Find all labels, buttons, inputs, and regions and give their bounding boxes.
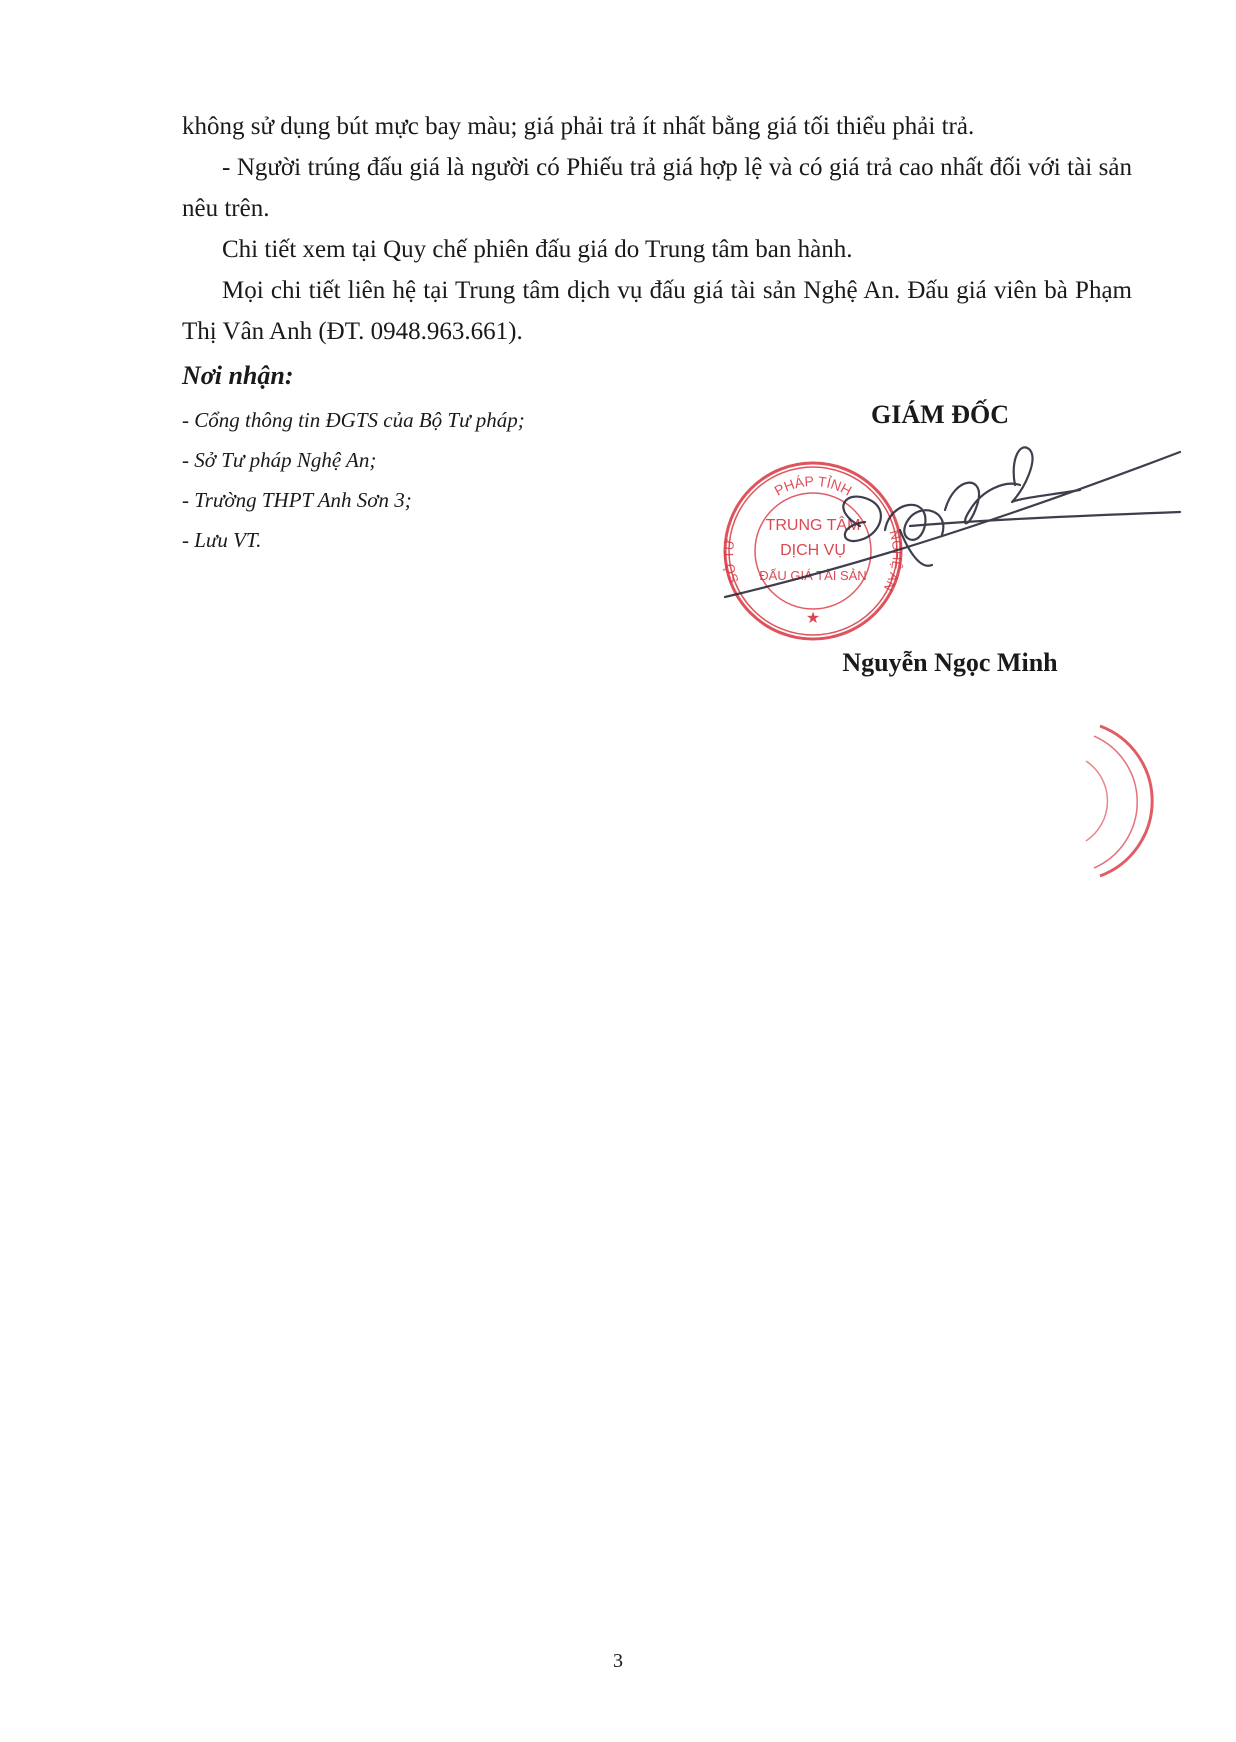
paragraph-2: [182, 147, 1132, 229]
signer-name: Nguyễn Ngọc Minh: [842, 648, 1058, 677]
director-title: GIÁM ĐỐC: [871, 400, 1009, 429]
recipient-item: - Trường THPT Anh Sơn 3;: [182, 488, 412, 512]
seal-line-1: TRUNG TÂM: [765, 517, 861, 534]
seal-line-2: DỊCH VỤ: [780, 542, 846, 559]
recipients-title: Nơi nhận:: [182, 361, 294, 390]
paragraph-3-text: Chi tiết xem tại Quy chế phiên đấu giá do Trung tâm ban hành.: [222, 236, 853, 263]
body-text: [182, 106, 1132, 352]
paragraph-2-text: - Người trúng đấu giá là người có Phiếu trả giá hợp lệ và có giá trả cao nhất đối với tài sản nêu trên.: [182, 154, 1132, 222]
seal-right-text: NGHỆ AN: [880, 528, 905, 594]
seal-top-text: PHÁP TỈNH: [771, 472, 855, 499]
handwritten-signature-icon: [720, 440, 1190, 610]
seal-left-text: SỞ TƯ: [721, 537, 742, 586]
paragraph-1-text: không sử dụng bút mực bay màu; giá phải trả ít nhất bằng giá tối thiểu phải trả.: [182, 113, 975, 140]
seal-line-3: ĐẤU GIÁ TÀI SẢN: [759, 568, 867, 583]
recipient-item: - Sở Tư pháp Nghệ An;: [182, 448, 377, 472]
paragraph-4-text: Mọi chi tiết liên hệ tại Trung tâm dịch vụ đấu giá tài sản Nghệ An. Đấu giá viên bà Phạm Thị Vân Anh (ĐT. 0948.963.661).: [182, 277, 1132, 345]
seal-star-icon: ★: [805, 608, 821, 627]
paragraph-4: [182, 270, 1132, 352]
paragraph-3: [182, 229, 1132, 270]
partial-seal-icon: [1080, 716, 1180, 886]
recipient-item: - Cổng thông tin ĐGTS của Bộ Tư pháp;: [182, 408, 525, 432]
paragraph-1: [182, 106, 1132, 147]
page-number: 3: [613, 1650, 623, 1672]
recipients-block: [182, 358, 662, 560]
recipient-item: - Lưu VT.: [182, 528, 262, 552]
